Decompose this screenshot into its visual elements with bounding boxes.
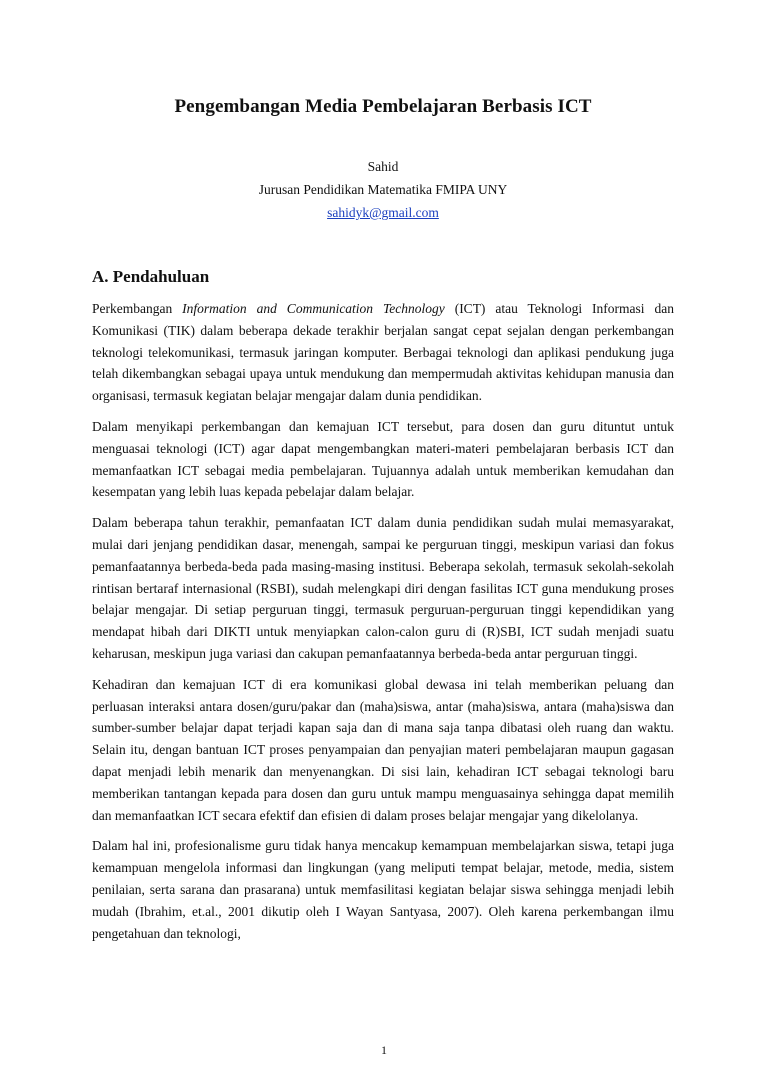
- section-heading: A. Pendahuluan: [92, 267, 210, 286]
- author-block: [92, 155, 674, 224]
- author-email-link[interactable]: sahidyk@gmail.com: [327, 205, 439, 220]
- author-affiliation: Jurusan Pendidikan Matematika FMIPA UNY: [258, 182, 508, 197]
- author-name: Sahid: [367, 159, 399, 174]
- section-body: [92, 298, 674, 953]
- paragraph-1: [92, 298, 674, 407]
- paragraph-4: Kehadiran dan kemajuan ICT di era komunikasi global dewasa ini telah memberikan peluang dan perluasan interaksi antara dosen/guru/pakar dan (maha)siswa, antar (maha)siswa, antara (maha)siswa dan sumber-sumber belajar dapat terjadi kapan saja dan di mana saja tanpa dibatasi oleh ruang dan waktu. Selain itu, dengan bantuan ICT proses penyampaian dan penyajian materi pembelajaran maupun gagasan dapat menjadi lebih menarik dan menyenangkan. Di sisi lain, kehadiran ICT sebagai teknologi baru memberikan tantangan kepada para dosen dan guru untuk mampu menguasainya sehingga dapat memilih dan memanfaatkan ICT secara efektif dan efisien di dalam proses belajar mengajar yang dikelolanya.: [92, 676, 674, 823]
- paragraph-5: Dalam hal ini, profesionalisme guru tidak hanya mencakup kemampuan membelajarkan siswa, tetapi juga kemampuan mengelola informasi dan lingkungan (yang meliputi tempat belajar, metode, media, sistem penilaian, serta sarana dan prasarana) untuk memfasilitasi kegiatan belajar siswa sehingga menjadi lebih mudah (Ibrahim, et.al., 2001 dikutip oleh I Wayan Santyasa, 2007). Oleh karena perkembangan ilmu pengetahuan dan teknologi,: [92, 838, 674, 941]
- paper-title: Pengembangan Media Pembelajaran Berbasis ICT: [174, 96, 592, 117]
- paragraph-2: Dalam menyikapi perkembangan dan kemajuan ICT tersebut, para dosen dan guru dituntut untuk menguasai teknologi (ICT) agar dapat mengembangkan materi-materi pembelajaran berbasis ICT dan memanfaatkan ICT sebagai media pembelajaran. Tujuannya adalah untuk memberikan kemudahan dan kesempatan yang lebih luas kepada pebelajar dalam belajar.: [92, 418, 674, 500]
- paragraph-1-lead: Perkembangan: [92, 301, 183, 316]
- page-number: 1: [381, 1043, 387, 1057]
- paragraph-1-rest: (ICT) atau Teknologi Informasi dan Komunikasi (TIK) dalam beberapa dekade terakhir berjalan sangat cepat sejalan dengan perkembangan teknologi telekomunikasi, termasuk jaringan komputer. Berbagai teknologi dan aplikasi pendukung juga telah dikembangkan sebagai upaya untuk mendukung dan mempermudah aktivitas kehidupan manusia dan organisasi, termasuk kegiatan belajar mengajar dalam dunia pendidikan.: [92, 301, 674, 404]
- paragraph-3: Dalam beberapa tahun terakhir, pemanfaatan ICT dalam dunia pendidikan sudah mulai memasyarakat, mulai dari jenjang pendidikan dasar, menengah, sampai ke perguruan tinggi, meskipun variasi dan fokus pemanfaatannya berbeda-beda pada masing-masing institusi. Beberapa sekolah, termasuk sekolah-sekolah rintisan bertaraf internasional (RSBI), sudah melengkapi diri dengan fasilitas ICT guna mendukung proses belajar mengajar. Di setiap perguruan tinggi, termasuk perguruan-perguruan tinggi kependidikan yang mendapat hibah dari DIKTI untuk menyiapkan calon-calon guru di (R)SBI, ICT sudah menjadi suatu keharusan, meskipun juga variasi dan cakupan pemanfaatannya berbeda-beda antar perguruan tinggi.: [92, 515, 674, 661]
- paragraph-1-italic: Information and Communication Technology: [182, 301, 445, 316]
